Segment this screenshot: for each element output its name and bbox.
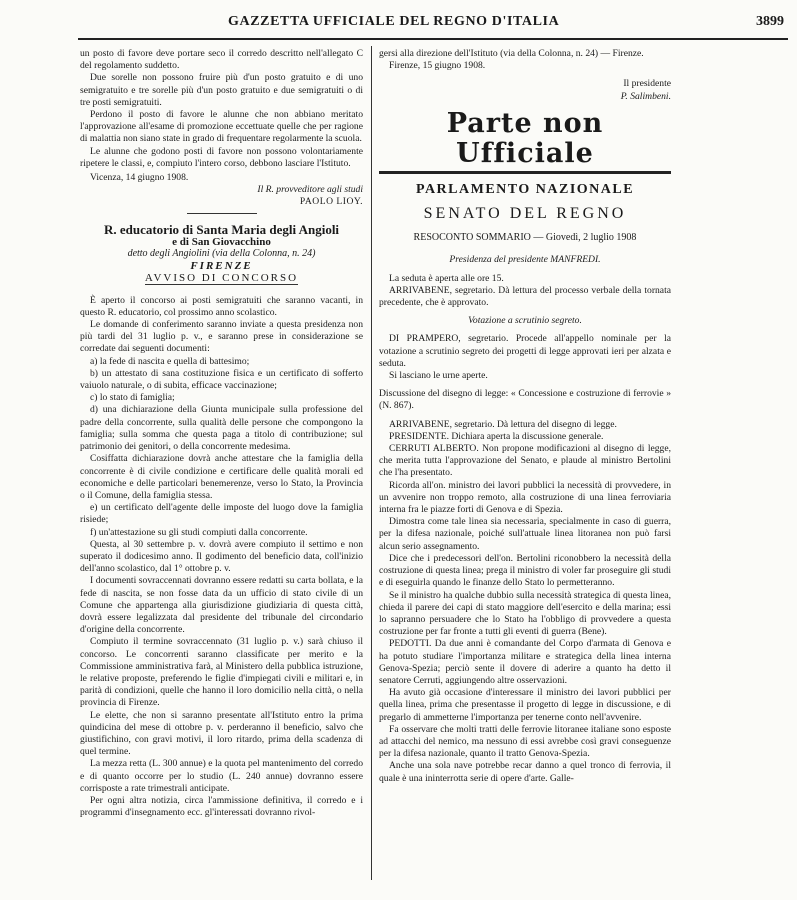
list-item: f) un'attestazione su gli studi compiuti dalla concorrente. — [90, 526, 308, 538]
subheading: Votazione a scrutinio segreto. — [468, 315, 582, 327]
paragraph: Ricorda all'on. ministro dei lavori pubblici la necessità di provvedere, in un avvenire non troppo remoto, alla costruzione di una linea ferroviaria interna fra le piazze forti di Genova e di Spezia. — [379, 479, 671, 516]
paragraph: Dice che i predecessori dell'on. Bertolini riconobbero la necessità della costruzione di questa linea; prega il ministro di voler far proseguire gli studi e di eseguirla quando le finanze dello Stato lo permetteranno. — [379, 552, 671, 589]
paragraph: ARRIVABENE, segretario. Dà lettura del processo verbale della tornata precedente, che è approvato. — [379, 284, 671, 309]
page-number: 3899 — [756, 14, 784, 29]
presidency-line: Presidenza del presidente MANFREDI. — [449, 254, 601, 266]
paragraph: Compiuto il termine sovraccennato (31 luglio p. v.) sarà chiuso il concorso. Le concorrenti saranno classificate per merito e la Commissione amministrativa farà, al Ministero della pubblica istruzione, le relative proposte, preferendo le figlie d'impiegati civili e militari e, in parità di condizioni, quelle che hanno il loro domicilio nella città, o nella provincia di Firenze. — [80, 636, 363, 709]
paragraph: Se il ministro ha qualche dubbio sulla necessità strategica di questa linea, chieda il parere dei capi di stato maggiore dell'esercito e della marina; essi lo sapranno persuadere che lo Stato ha l'obbligo di provvedere a questa costruzione per far fronte a tutti gli eventi di guerra (Bene). — [379, 589, 671, 638]
paragraph: Si lasciano le urne aperte. — [389, 370, 488, 382]
paragraph: Due sorelle non possono fruire più d'un posto gratuito e di uno semigratuito e tre sorelle più d'un posto gratuito e due semigratuiti o di tre posti semigratuiti. — [80, 72, 363, 108]
paragraph: ARRIVABENE, segretario. Dà lettura del disegno di legge. — [389, 418, 617, 430]
gazette-title: GAZZETTA UFFICIALE DEL REGNO D'ITALIA — [228, 14, 560, 29]
paragraph: Le alunne che godono posti di favore non possono volontariamente ripetere le classi, e, compiuto l'intero corso, debbono lasciare l'Istituto. — [80, 145, 363, 169]
paragraph: DI PRAMPERO, segretario. Procede all'appello nominale per la votazione a scrutinio segreto dei progetti di legge approvati ieri per alzata e seduta. — [379, 333, 671, 369]
paragraph: gersi alla direzione dell'Istituto (via della Colonna, n. 24) — Firenze. — [379, 48, 644, 59]
date-line: Firenze, 15 giugno 1908. — [389, 60, 486, 72]
paragraph: I documenti sovraccennati dovranno essere redatti su carta bollata, e la fede di nascita, se non fosse data da un ufficio di stato civile di un Comune che appartenga alla giurisdizione giudiziaria di questa città, dovrà essere legalizzata dal presidente del tribunale del circondario d'origine della concorrente. — [80, 575, 363, 636]
list-item: b) un attestato di sana costituzione fisica e un certificato di sofferto vaiuolo naturale, o di subita, efficace vaccinazione; — [80, 367, 363, 392]
section-rule — [379, 171, 671, 174]
signature-role: Il presidente — [623, 78, 671, 90]
paragraph: PEDOTTI. Da due anni è comandante del Corpo d'armata di Genova e ha potuto studiare l'importanza militare e strategica della linea interna Genova-Spezia; perciò sente il dovere di aderire a quanto ha detto il senatore Cerruti, aggiungendo altre osservazioni. — [379, 638, 671, 686]
session-summary-line: RESOCONTO SOMMARIO — Giovedì, 2 luglio 1908 — [413, 232, 637, 244]
left-column — [80, 48, 363, 892]
signature-name: PAOLO LIOY. — [299, 196, 363, 208]
list-item: d) una dichiarazione della Giunta municipale sulla professione del padre della concorrente, sulla qualità delle persone che compongono la famiglia; sulla somma che questa paga a titolo di contribuzione; sul patrimonio dei genitori, o della concorrente medesima. — [80, 404, 363, 453]
header-rule — [78, 38, 788, 40]
senate-heading: SENATO DEL REGNO — [423, 205, 627, 223]
notice-city: FIRENZE — [190, 260, 253, 273]
paragraph: Per ogni altra notizia, circa l'ammissione definitiva, il corredo e i programmi d'insegnamento ecc. gl'interessati dovranno rivol- — [80, 794, 363, 819]
list-item: a) la fede di nascita e quella di battesimo; — [90, 355, 250, 367]
notice-title: R. educatorio di Santa Maria degli Angioli — [103, 221, 340, 237]
paragraph: Dimostra come tale linea sia necessaria, specialmente in caso di guerra, per la difesa nazionale, poiché sull'attuale linea litoranea non può farsi alcun serio assegnamento. — [379, 516, 671, 552]
paragraph: Le elette, che non si saranno presentate all'Istituto entro la prima quindicina del mese di ottobre p. v. perderanno il beneficio, salvo che giustifichino, con gravi motivi, il loro ritardo, prima della scadenza di quel termine. — [80, 709, 363, 758]
parliament-heading: PARLAMENTO NAZIONALE — [415, 181, 635, 197]
paragraph: La seduta è aperta alle ore 15. — [389, 272, 504, 284]
paragraph: La mezza retta (L. 300 annue) e la quota pel mantenimento del corredo e di quanto occorre per lo studio (L. 240 annue) dovranno essere corrisposte a rate trimestrali anticipate. — [80, 758, 363, 794]
signature-place-date: Vicenza, 14 giugno 1908. — [90, 172, 189, 184]
paragraph: Ha avuto già occasione d'interessare il ministro dei lavori pubblici per quella linea, prima che presentasse il progetto di legge in discussione, e di pregarlo di ammetterne l'importanza per tenerne conto nell'avvenire. — [379, 687, 671, 723]
list-item: e) un certificato dell'agente delle imposte del luogo dove la famiglia risiede; — [80, 502, 363, 526]
paragraph: È aperto il concorso ai posti semigratuiti che saranno vacanti, in questo R. educatorio, col prossimo anno scolastico. — [80, 294, 363, 318]
paragraph: Le domande di conferimento saranno inviate a questa presidenza non più tardi del 31 luglio p. v., e saranno prese in considerazione se corredate dai seguenti documenti: — [80, 319, 363, 355]
signature-name: P. Salimbeni. — [620, 90, 671, 102]
separator-rule — [187, 213, 257, 214]
paragraph: un posto di favore deve portare seco il corredo descritto nell'allegato C del regolamento suddetto. — [80, 48, 363, 72]
paragraph: Discussione del disegno di legge: « Concessione e costruzione di ferrovie » (N. 867). — [379, 388, 671, 412]
notice-address: detto degli Angiolini (via della Colonna, n. 24) — [127, 248, 316, 260]
notice-subtitle: e di San Giovacchino — [172, 235, 271, 248]
notice-heading-text: AVVISO DI CONCORSO — [144, 272, 299, 285]
paragraph: Perdono il posto di favore le alunne che non abbiano meritato l'approvazione all'esame di promozione eccettuate quelle che per ragione di malattia non siano state in grado di frequentare regolarmente la scuola. — [80, 109, 363, 145]
signature-role: Il R. provveditore agli studi — [257, 184, 363, 196]
list-item: c) lo stato di famiglia; — [90, 392, 175, 404]
section-title: Parte non Ufficiale — [446, 107, 604, 169]
paragraph: PRESIDENTE. Dichiara aperta la discussione generale. — [389, 430, 604, 442]
notice-heading — [80, 272, 363, 284]
paragraph: Fa osservare che molti tratti delle ferrovie litoranee italiane sono esposte ad attacchi del nemico, ma nessuno di essi avrebbe così gravi conseguenze per la difesa nazionale, quanto il tratto Genova-Spezia. — [379, 723, 671, 760]
column-divider — [371, 46, 372, 880]
paragraph: CERRUTI ALBERTO. Non propone modificazioni al disegno di legge, che merita tutta l'approvazione del Senato, e plaude al ministro Bertolini che l'ha presentato. — [379, 443, 671, 479]
paragraph: Questa, al 30 settembre p. v. dovrà avere compiuto il settimo e non superato il dodicesimo anno. Il godimento del beneficio data, coll'inizio dell'anno scolastico, dal 1° ottobre p. v. — [80, 538, 363, 575]
right-column — [379, 48, 671, 892]
page-header — [78, 0, 788, 40]
paragraph: Cosiffatta dichiarazione dovrà anche attestare che la famiglia della concorrente è di civile condizione e certificare delle qualità morali ed economiche e delle particolari benemerenze, verso lo Stato, la Provincia o il Comune, della famiglia stessa. — [80, 453, 363, 501]
paragraph: Anche una sola nave potrebbe recar danno a quel tronco di ferrovia, il quale è una ininterrotta serie di opere d'arte. Galle- — [379, 760, 671, 784]
